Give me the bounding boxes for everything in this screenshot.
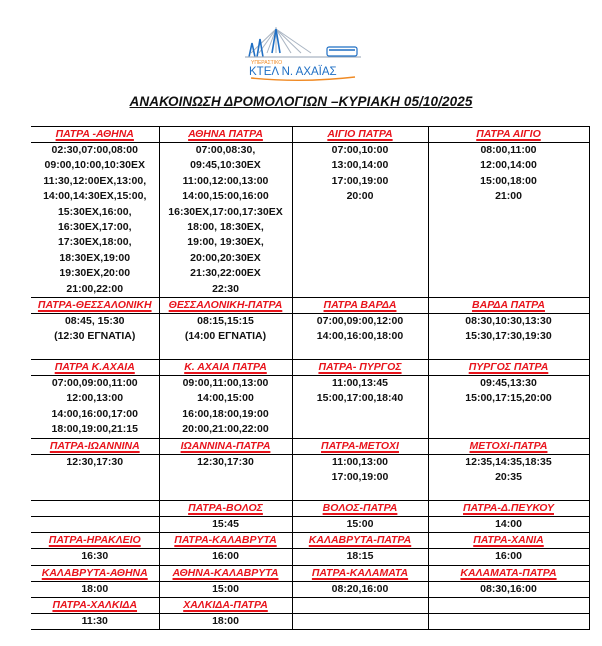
- departure-time-line: (12:30 ΕΓΝΑΤΙΑ): [54, 330, 136, 343]
- route-name: ΠΑΤΡΑ- ΠΥΡΓΟΣ: [292, 360, 428, 376]
- route-name: ΚΑΛΑΒΡΥΤΑ-ΠΑΤΡΑ: [292, 533, 428, 549]
- departure-times: [292, 376, 428, 439]
- departure-time-line: 08:00,11:00: [480, 144, 537, 156]
- departure-time-line: [429, 614, 589, 629]
- route-name: ΠΑΤΡΑ ΒΑΡΔΑ: [292, 298, 428, 314]
- route-name: ΚΑΛΑΜΑΤΑ-ΠΑΤΡΑ: [428, 565, 589, 581]
- departure-time-line: 16:30: [81, 550, 109, 563]
- departure-times: [428, 549, 589, 565]
- route-header-row: [31, 533, 589, 549]
- departure-time-line: 22:30: [212, 282, 239, 295]
- departure-time-line: 11:00,13:00: [331, 455, 389, 468]
- route-name: ΚΑΛΑΒΡΥΤΑ-ΑΘΗΝΑ: [31, 565, 159, 581]
- route-times-row: [31, 314, 589, 360]
- route-name: ΠΑΤΡΑ-ΚΑΛΑΜΑΤΑ: [292, 565, 428, 581]
- departure-time-line: [31, 517, 159, 532]
- departure-time-line: 08:30,10:30,13:30: [465, 315, 552, 328]
- departure-times: [31, 549, 159, 565]
- route-header-row: [31, 597, 589, 613]
- departure-time-line: 18:00: [212, 614, 239, 627]
- departure-time-line: 08:20,16:00: [331, 582, 389, 595]
- route-name: ΠΑΤΡΑ-ΗΡΑΚΛΕΙΟ: [31, 533, 159, 549]
- page-title: ΑΝΑΚΟΙΝΩΣΗ ΔΡΟΜΟΛΟΓΙΩΝ –ΚΥΡΙΑΚΗ 05/10/2025: [129, 94, 473, 109]
- svg-text:ΥΠΕΡΑΣΤΙΚΟ: ΥΠΕΡΑΣΤΙΚΟ: [251, 60, 283, 66]
- route-name: [31, 500, 159, 516]
- departure-time-line: 14:00,14:30ΕΧ,15:00,: [43, 190, 147, 203]
- departure-times: [292, 516, 428, 532]
- departure-time-line: 14:00,15:00,16:00: [182, 190, 269, 203]
- departure-times: [428, 454, 589, 500]
- route-header-row: [31, 565, 589, 581]
- departure-time-line: 07:00,08:30,: [195, 144, 256, 156]
- departure-time-line: 17:00,19:00: [331, 174, 389, 187]
- route-times-row: [31, 549, 589, 565]
- route-name: ΠΑΤΡΑ -ΑΘΗΝΑ: [31, 127, 159, 143]
- departure-time-line: [293, 614, 428, 629]
- departure-times: [159, 581, 292, 597]
- departure-time-line: 14:00,15:00: [197, 392, 254, 405]
- ktel-achaia-logo: [243, 27, 361, 83]
- route-name: ΠΑΤΡΑ-ΜΕΤΟΧΙ: [292, 438, 428, 454]
- departure-time-line: 16:00,18:00,19:00: [182, 407, 269, 420]
- route-name: ΠΑΤΡΑ-ΧΑΛΚΙΔΑ: [31, 597, 159, 613]
- departure-time-line: 12:30,17:30: [66, 455, 124, 468]
- route-name: ΠΑΤΡΑ-ΒΟΛΟΣ: [159, 500, 292, 516]
- route-times-row: [31, 376, 589, 439]
- schedule-table: [31, 126, 590, 630]
- route-name: Κ. ΑΧΑΙΑ ΠΑΤΡΑ: [159, 360, 292, 376]
- route-name: ΠΥΡΓΟΣ ΠΑΤΡΑ: [428, 360, 589, 376]
- departure-time-line: 11:00,12:00,13:00: [182, 174, 269, 187]
- route-times-row: [31, 581, 589, 597]
- departure-times: [31, 516, 159, 532]
- route-name: ΠΑΤΡΑ-ΙΩΑΝΝΙΝΑ: [31, 438, 159, 454]
- departure-time-line: 12:30,17:30: [197, 455, 254, 468]
- departure-time-line: 18:15: [346, 550, 374, 563]
- departure-time-line: 07:00,09:00,11:00: [51, 377, 138, 390]
- departure-time-line: 13:00,14:00: [331, 159, 389, 172]
- departure-time-line: 08:45, 15:30: [64, 315, 125, 328]
- departure-time-line: 08:15,15:15: [197, 315, 254, 328]
- departure-time-line: 11:30: [81, 614, 108, 627]
- route-name: ΠΑΤΡΑ-ΘΕΣΣΑΛΟΝΙΚΗ: [31, 298, 159, 314]
- departure-time-line: 14:00: [495, 517, 522, 530]
- route-name: [428, 597, 589, 613]
- route-name: ΧΑΛΚΙΔΑ-ΠΑΤΡΑ: [159, 597, 292, 613]
- departure-time-line: 20:00: [346, 190, 374, 203]
- departure-time-line: 17:00,19:00: [331, 471, 389, 484]
- departure-time-line: 18:30ΕΧ,19:00: [59, 251, 131, 264]
- departure-times: [31, 376, 159, 439]
- departure-time-line: 21:00: [495, 190, 522, 203]
- route-name: ΒΑΡΔΑ ΠΑΤΡΑ: [428, 298, 589, 314]
- route-name: ΑΘΗΝΑ-ΚΑΛΑΒΡΥΤΑ: [159, 565, 292, 581]
- route-times-row: [31, 516, 589, 532]
- departure-times: [31, 613, 159, 629]
- departure-time-line: 16:30ΕΧ,17:00,: [57, 221, 132, 234]
- departure-time-line: 21:30,22:00ΕΧ: [190, 267, 261, 280]
- departure-times: [159, 454, 292, 500]
- departure-times: [159, 143, 292, 298]
- departure-times: [292, 581, 428, 597]
- departure-time-line: 21:00,22:00: [66, 282, 124, 295]
- departure-time-line: 09:00,10:00,10:30ΕΧ: [44, 159, 145, 172]
- departure-time-line: 14:00,16:00,17:00: [51, 407, 138, 420]
- departure-times: [292, 314, 428, 360]
- route-name: [292, 597, 428, 613]
- departure-times: [292, 613, 428, 629]
- bridge-bus-logo-icon: [243, 27, 361, 83]
- departure-time-line: 15:30,17:30,19:30: [465, 330, 552, 343]
- departure-times: [428, 314, 589, 360]
- departure-times: [428, 516, 589, 532]
- departure-time-line: 16:30ΕΧ,17:00,17:30ΕΧ: [168, 205, 283, 218]
- departure-time-line: 15:00,17:00,18:40: [316, 392, 404, 405]
- svg-text:ΚΤΕΛ Ν. ΑΧΑΪΑΣ: ΚΤΕΛ Ν. ΑΧΑΪΑΣ: [249, 66, 337, 78]
- departure-times: [428, 613, 589, 629]
- departure-time-line: 15:00,18:00: [480, 174, 537, 187]
- departure-time-line: 15:00: [346, 517, 374, 530]
- departure-times: [292, 549, 428, 565]
- departure-times: [31, 454, 159, 500]
- route-name: ΠΑΤΡΑ ΑΙΓΙΟ: [428, 127, 589, 143]
- route-name: ΠΑΤΡΑ Κ.ΑΧΑΙΑ: [31, 360, 159, 376]
- departure-time-line: 18:00, 18:30ΕΧ,: [187, 221, 264, 234]
- departure-times: [292, 143, 428, 298]
- departure-time-line: (14:00 ΕΓΝΑΤΙΑ): [184, 330, 267, 343]
- departure-time-line: 08:30,16:00: [480, 582, 537, 595]
- departure-time-line: 12:00,14:00: [480, 159, 537, 172]
- departure-times: [292, 454, 428, 500]
- departure-time-line: 15:00: [212, 582, 239, 595]
- departure-time-line: 07:00,09:00,12:00: [316, 315, 404, 328]
- departure-times: [31, 314, 159, 360]
- departure-time-line: 19:30ΕΧ,20:00: [59, 267, 131, 280]
- route-times-row: [31, 613, 589, 629]
- departure-time-line: 18:00,19:00,21:15: [51, 423, 138, 436]
- route-header-row: [31, 438, 589, 454]
- departure-times: [159, 613, 292, 629]
- departure-times: [159, 314, 292, 360]
- departure-times: [159, 549, 292, 565]
- departure-times: [159, 376, 292, 439]
- departure-times: [31, 143, 159, 298]
- route-times-row: [31, 454, 589, 500]
- departure-time-line: 11:00,13:45: [331, 377, 389, 390]
- route-header-row: [31, 298, 589, 314]
- departure-times: [428, 581, 589, 597]
- departure-times: [428, 143, 589, 298]
- departure-time-line: 20:35: [495, 471, 522, 484]
- departure-time-line: 07:00,10:00: [331, 144, 389, 156]
- departure-time-line: 16:00: [212, 550, 239, 563]
- route-name: ΠΑΤΡΑ-ΧΑΝΙΑ: [428, 533, 589, 549]
- route-name: ΠΑΤΡΑ-Δ.ΠΕΥΚΟΥ: [428, 500, 589, 516]
- departure-time-line: 15:30ΕΧ,16:00,: [57, 205, 132, 218]
- route-header-row: [31, 360, 589, 376]
- departure-time-line: 17:30ΕΧ,18:00,: [57, 236, 132, 249]
- departure-times: [159, 516, 292, 532]
- route-name: ΘΕΣΣΑΛΟΝΙΚΗ-ΠΑΤΡΑ: [159, 298, 292, 314]
- departure-time-line: 14:00,16:00,18:00: [316, 330, 404, 343]
- departure-time-line: 18:00: [81, 582, 109, 595]
- departure-time-line: 15:45: [212, 517, 239, 530]
- route-header-row: [31, 127, 589, 143]
- departure-time-line: 15:00,17:15,20:00: [465, 392, 552, 405]
- departure-time-line: 02:30,07:00,08:00: [51, 144, 138, 156]
- departure-time-line: 09:00,11:00,13:00: [182, 377, 269, 390]
- route-name: ΒΟΛΟΣ-ΠΑΤΡΑ: [292, 500, 428, 516]
- route-name: ΑΘΗΝΑ ΠΑΤΡΑ: [159, 127, 292, 143]
- departure-time-line: 09:45,13:30: [480, 377, 537, 390]
- departure-time-line: 09:45,10:30ΕΧ: [190, 159, 261, 172]
- route-times-row: [31, 143, 589, 298]
- route-name: ΜΕΤΟΧΙ-ΠΑΤΡΑ: [428, 438, 589, 454]
- departure-time-line: 12:35,14:35,18:35: [465, 455, 552, 468]
- route-name: ΙΩΑΝΝΙΝΑ-ΠΑΤΡΑ: [159, 438, 292, 454]
- departure-time-line: 16:00: [495, 550, 522, 563]
- departure-time-line: 12:00,13:00: [66, 392, 124, 405]
- route-name: ΑΙΓΙΟ ΠΑΤΡΑ: [292, 127, 428, 143]
- departure-time-line: 11:30,12:00ΕΧ,13:00,: [43, 174, 147, 187]
- departure-times: [31, 581, 159, 597]
- departure-times: [428, 376, 589, 439]
- route-header-row: [31, 500, 589, 516]
- departure-time-line: 19:00, 19:30ΕΧ,: [187, 236, 264, 249]
- departure-time-line: 20:00,21:00,22:00: [182, 423, 269, 436]
- route-name: ΠΑΤΡΑ-ΚΑΛΑΒΡΥΤΑ: [159, 533, 292, 549]
- departure-time-line: 20:00,20:30ΕΧ: [190, 251, 261, 264]
